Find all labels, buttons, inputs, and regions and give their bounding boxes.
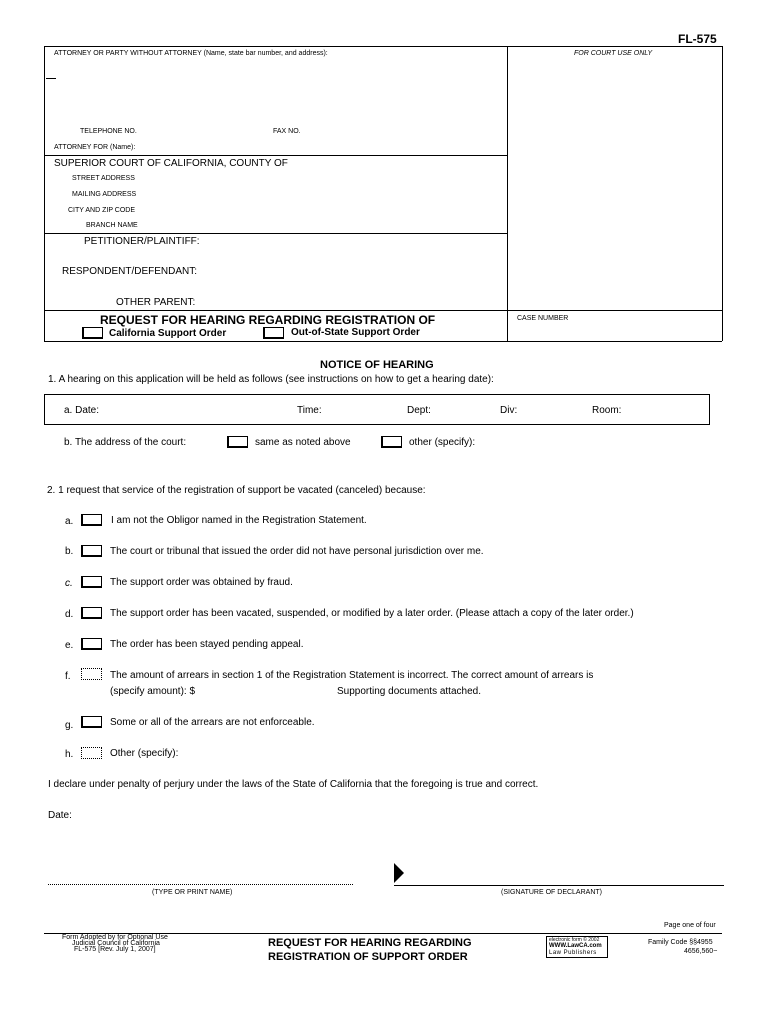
respondent-label: RESPONDENT/DEFENDANT: (62, 266, 198, 277)
caption-top-border (44, 46, 722, 47)
reason-d-text: The support order has been vacated, suspended, or modified by a later order. (Please attach a copy of the later order.) (110, 608, 634, 619)
adopted-line-1: Form Adopted by for Optional Use (62, 934, 168, 941)
vacate-request-intro: 2. 1 request that service of the registration of support be vacated (canceled) because: (47, 485, 426, 496)
court-address-label: b. The address of the court: (64, 437, 187, 448)
mailing-address-label: MAILING ADDRESS (72, 191, 137, 198)
reason-e-text: The order has been stayed pending appeal. (110, 639, 304, 650)
reason-g-text: Some or all of the arrears are not enforceable. (110, 717, 315, 728)
reason-h-text: Other (specify): (110, 748, 179, 759)
attorney-for-label: ATTORNEY FOR (Name): (54, 144, 136, 151)
court-heading: SUPERIOR COURT OF CALIFORNIA, COUNTY OF (54, 158, 288, 169)
reason-e-checkbox[interactable] (81, 638, 102, 650)
signature-arrow-icon (394, 863, 404, 883)
publisher-line-3: Law Publishers (549, 950, 597, 956)
petitioner-label: PETITIONER/PLAINTIFF: (84, 236, 200, 247)
reason-f-text: The amount of arrears in section 1 of the Registration Statement is incorrect. The correct amount of arrears is (110, 670, 594, 681)
reason-a-text: I am not the Obligor named in the Registration Statement. (111, 515, 367, 526)
reason-g-letter: g. (65, 720, 74, 731)
california-order-checkbox[interactable] (82, 327, 103, 339)
reason-b-text: The court or tribunal that issued the order did not have personal jurisdiction over me. (110, 546, 484, 557)
hearing-dept-label: Dept: (407, 405, 431, 416)
attorney-entry-mark (46, 78, 56, 79)
reason-c-letter: c. (65, 578, 73, 589)
telephone-label: TELEPHONE NO. (80, 128, 137, 135)
reason-b-letter: b. (65, 546, 74, 557)
adopted-line-2: Judicial Council of California (72, 940, 160, 947)
signature-label: (SIGNATURE OF DECLARANT) (501, 889, 602, 896)
hearing-instruction: 1. A hearing on this application will be held as follows (see instructions on how to get a hearing date): (48, 374, 494, 385)
reason-d-letter: d. (65, 609, 74, 620)
arrears-amount-label: (specify amount): $ (110, 686, 196, 697)
other-address-label: other (specify): (409, 437, 476, 448)
signature-line[interactable] (394, 885, 724, 886)
caption-divider (507, 46, 508, 341)
reason-e-letter: e. (65, 640, 74, 651)
fax-label: FAX NO. (273, 128, 301, 135)
page-indicator: Page one of four (664, 922, 716, 929)
print-name-label: (TYPE OR PRINT NAME) (152, 889, 233, 896)
court-use-label: FOR COURT USE ONLY (574, 50, 653, 57)
footer-title-line-2: REGISTRATION OF SUPPORT ORDER (268, 951, 468, 963)
hearing-time-label: Time: (297, 405, 322, 416)
print-name-line[interactable] (48, 884, 353, 885)
publisher-line-1: electronic form © 2002 (549, 937, 600, 943)
caption-right-border (722, 46, 723, 341)
hearing-div-label: Div: (500, 405, 518, 416)
form-number: FL-575 (678, 32, 717, 46)
reason-f-letter: f. (65, 671, 71, 682)
same-address-checkbox[interactable] (227, 436, 248, 448)
caption-bottom-border (44, 341, 722, 342)
adopted-line-3: FL-575 [Rev. July 1, 2007] (74, 946, 156, 953)
reason-d-checkbox[interactable] (81, 607, 102, 619)
reason-f-checkbox[interactable] (81, 668, 102, 680)
out-of-state-order-label: Out-of-State Support Order (291, 327, 420, 338)
footer-title-line-1: REQUEST FOR HEARING REGARDING (268, 937, 472, 949)
reason-a-checkbox[interactable] (81, 514, 102, 526)
branch-name-label: BRANCH NAME (86, 222, 138, 229)
case-number-label: CASE NUMBER (517, 315, 569, 322)
family-code-line-1: Family Code §§4955 (648, 939, 713, 946)
declaration-date-label: Date: (48, 810, 72, 821)
attorney-section-rule (44, 155, 507, 156)
supporting-docs-label: Supporting documents attached. (337, 686, 481, 697)
other-address-checkbox[interactable] (381, 436, 402, 448)
out-of-state-order-checkbox[interactable] (263, 327, 284, 339)
family-code-line-2: 4656,560~ (684, 948, 718, 955)
reason-h-checkbox[interactable] (81, 747, 102, 759)
hearing-date-label: a. Date: (64, 405, 100, 416)
hearing-room-label: Room: (592, 405, 622, 416)
court-section-rule (44, 233, 507, 234)
perjury-declaration: I declare under penalty of perjury under the laws of the State of California that the foregoing is true and correct. (48, 779, 539, 790)
reason-c-text: The support order was obtained by fraud. (110, 577, 293, 588)
reason-c-checkbox[interactable] (81, 576, 102, 588)
reason-a-letter: a. (65, 516, 74, 527)
city-zip-label: CITY AND ZIP CODE (68, 207, 136, 214)
publisher-line-2: WWW.LawCA.com (549, 943, 602, 949)
attorney-label: ATTORNEY OR PARTY WITHOUT ATTORNEY (Name, state bar number, and address): (54, 50, 328, 57)
reason-g-checkbox[interactable] (81, 716, 102, 728)
street-address-label: STREET ADDRESS (72, 175, 135, 182)
parties-section-rule (44, 310, 722, 311)
reason-h-letter: h. (65, 749, 74, 760)
caption-title: REQUEST FOR HEARING REGARDING REGISTRATION OF (100, 313, 436, 327)
caption-left-border (44, 46, 45, 341)
notice-heading: NOTICE OF HEARING (320, 359, 434, 371)
california-order-label: California Support Order (109, 328, 227, 339)
same-address-label: same as noted above (255, 437, 351, 448)
reason-b-checkbox[interactable] (81, 545, 102, 557)
other-parent-label: OTHER PARENT: (116, 297, 196, 308)
